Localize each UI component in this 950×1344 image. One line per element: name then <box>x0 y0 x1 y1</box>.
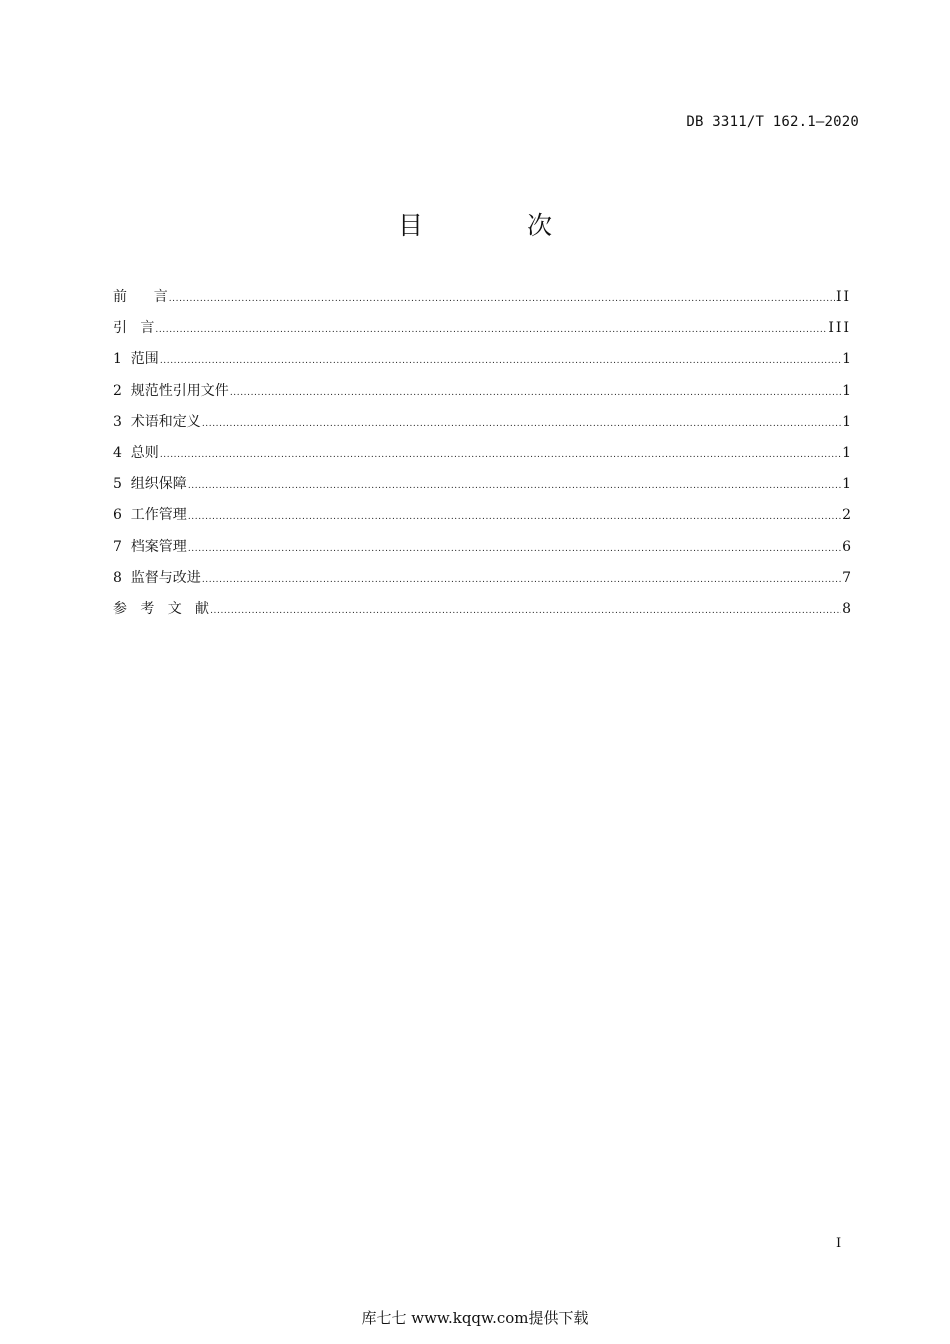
toc-entry-label: 4 总则 <box>113 444 159 461</box>
toc-leader-dots <box>188 512 841 522</box>
toc-entry-organization[interactable] <box>113 473 851 504</box>
toc-entry-page: 1 <box>842 351 851 368</box>
toc-entry-page: 1 <box>842 382 851 399</box>
page-number: I <box>836 1236 842 1251</box>
toc-entry-page: 1 <box>842 476 851 493</box>
toc-leader-dots <box>188 544 841 554</box>
toc-entry-page: 6 <box>842 538 851 555</box>
toc-entry-supervision[interactable] <box>113 567 851 598</box>
toc-entry-label: 8 监督与改进 <box>113 569 201 586</box>
toc-leader-dots <box>202 419 841 429</box>
toc-entry-label: 7 档案管理 <box>113 538 187 555</box>
toc-leader-dots <box>210 606 841 616</box>
toc-entry-label: 3 术语和定义 <box>113 413 201 430</box>
toc-entry-label: 参 考 文 献 <box>113 600 210 617</box>
toc-entry-scope[interactable] <box>113 348 851 379</box>
toc-entry-label: 2 规范性引用文件 <box>113 382 229 399</box>
footer-note: 库七七 www.kqqw.com提供下载 <box>361 1309 589 1327</box>
toc-entry-page: III <box>828 320 851 337</box>
toc-entry-label: 前 言 <box>113 289 168 305</box>
toc-leader-dots <box>160 450 841 460</box>
toc-leader-dots <box>160 356 841 366</box>
toc-entry-general[interactable] <box>113 442 851 473</box>
toc-entry-bibliography[interactable] <box>113 598 851 629</box>
toc-entry-label: 1 范围 <box>113 351 159 368</box>
toc-entry-archive-management[interactable] <box>113 536 851 567</box>
toc-entry-page: 1 <box>842 444 851 461</box>
toc-leader-dots <box>230 388 841 398</box>
toc-leader-dots <box>155 325 827 335</box>
toc-entry-page: 7 <box>842 569 851 586</box>
toc-entry-label: 6 工作管理 <box>113 507 187 524</box>
toc-entry-work-management[interactable] <box>113 504 851 535</box>
table-of-contents <box>113 286 851 629</box>
toc-title: 目 次 <box>398 211 600 240</box>
toc-leader-dots <box>202 575 841 585</box>
toc-entry-normative-references[interactable] <box>113 380 851 411</box>
toc-entry-label: 引 言 <box>113 320 155 337</box>
toc-leader-dots <box>169 294 835 304</box>
toc-entry-page: II <box>835 289 851 305</box>
document-code: DB 3311/T 162.1—2020 <box>686 114 859 130</box>
toc-entry-page: 2 <box>842 507 851 524</box>
toc-leader-dots <box>188 481 841 491</box>
toc-entry-introduction[interactable] <box>113 317 851 348</box>
toc-entry-page: 8 <box>842 600 851 617</box>
toc-entry-foreword[interactable] <box>113 286 851 317</box>
toc-entry-label: 5 组织保障 <box>113 476 187 493</box>
toc-entry-page: 1 <box>842 413 851 430</box>
toc-entry-terms-definitions[interactable] <box>113 411 851 442</box>
